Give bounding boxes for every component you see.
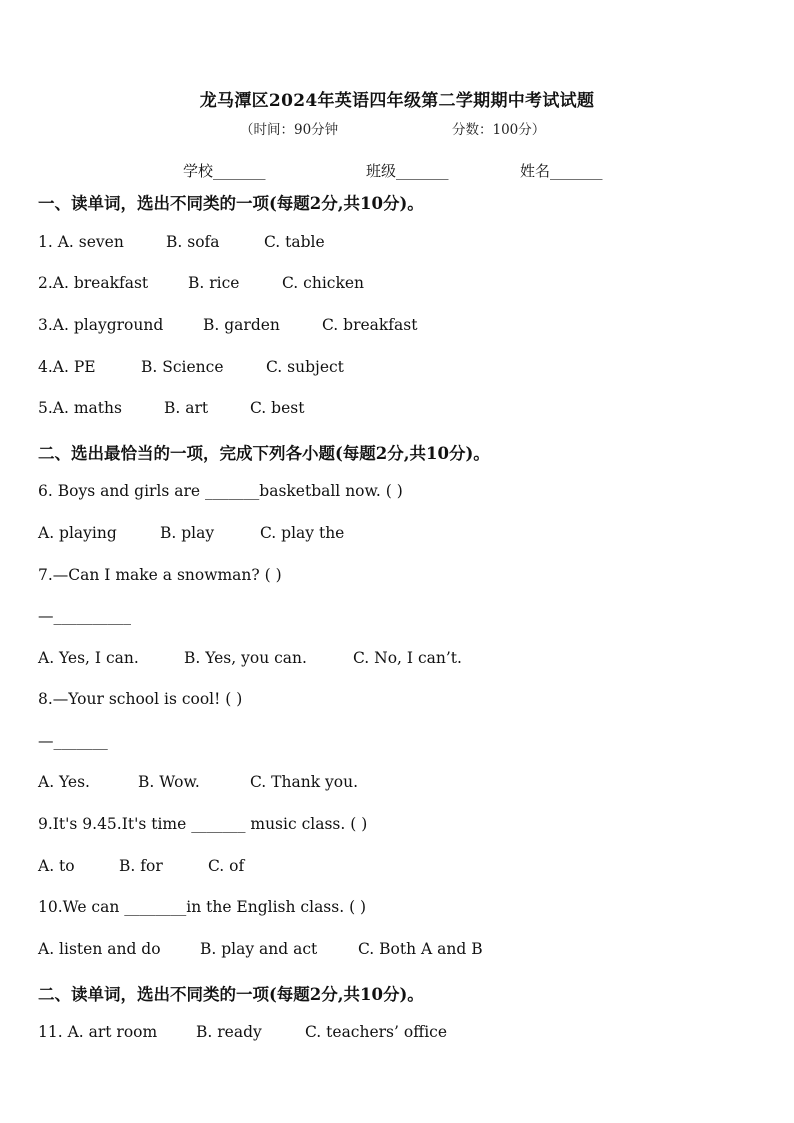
- question-6-stem: 6. Boys and girls are _______basketball now. ( ): [38, 482, 403, 500]
- question-5-option-c: C. best: [250, 399, 305, 417]
- question-7-stem: 7.—Can I make a snowman? ( ): [38, 566, 282, 584]
- class-field: 班级_______: [366, 162, 449, 180]
- question-5-option-b: B. art: [164, 399, 209, 417]
- question-9-option-b: B. for: [119, 857, 163, 875]
- question-3-option-b: B. garden: [203, 316, 280, 334]
- section-2-heading: 二、选出最恰当的一项，完成下列各小题(每题2分,共10分)。: [38, 444, 490, 463]
- question-11: [38, 1023, 448, 1041]
- question-4-option-c: C. subject: [266, 358, 344, 376]
- question-1-option-b: B. sofa: [166, 233, 220, 251]
- question-10-option-b: B. play and act: [200, 940, 318, 958]
- question-4-option-a: 4.A. PE: [38, 358, 96, 376]
- question-6-option-c: C. play the: [260, 524, 345, 542]
- question-11-option-c: C. teachers’ office: [305, 1023, 448, 1041]
- question-7-answer-line: —__________: [38, 607, 131, 625]
- exam-score: 分数：100分）: [452, 122, 546, 138]
- question-11-option-b: B. ready: [196, 1023, 262, 1041]
- question-3-option-c: C. breakfast: [322, 316, 418, 334]
- question-6-option-b: B. play: [160, 524, 215, 542]
- exam-time: （时间：90分钟: [240, 122, 339, 138]
- question-1-option-a: 1. A. seven: [38, 233, 124, 251]
- question-2-option-c: C. chicken: [282, 274, 365, 292]
- question-8-stem: 8.—Your school is cool! ( ): [38, 690, 243, 708]
- question-10-options: [38, 940, 483, 958]
- question-7-options: [38, 649, 462, 667]
- question-3-option-a: 3.A. playground: [38, 316, 164, 334]
- question-2: [38, 274, 365, 292]
- question-10-option-c: C. Both A and B: [358, 940, 483, 958]
- question-3: [38, 316, 418, 334]
- school-field: 学校_______: [183, 162, 266, 180]
- question-7-option-a: A. Yes, I can.: [38, 649, 139, 667]
- section-1-heading: 一、读单词，选出不同类的一项(每题2分,共10分)。: [38, 194, 424, 213]
- question-1-option-c: C. table: [264, 233, 325, 251]
- question-10-option-a: A. listen and do: [38, 940, 161, 958]
- name-field: 姓名_______: [520, 162, 603, 180]
- question-2-option-b: B. rice: [188, 274, 240, 292]
- question-8-option-b: B. Wow.: [138, 773, 200, 791]
- question-1: [38, 233, 325, 251]
- question-2-option-a: 2.A. breakfast: [38, 274, 149, 292]
- question-7-option-c: C. No, I can’t.: [353, 649, 462, 667]
- question-9-stem: 9.It's 9.45.It's time _______ music class. ( ): [38, 815, 368, 833]
- exam-title: 龙马潭区2024年英语四年级第二学期期中考试试题: [199, 91, 595, 111]
- question-8-option-a: A. Yes.: [38, 773, 90, 791]
- question-9-options: [38, 857, 245, 875]
- question-4-option-b: B. Science: [141, 358, 224, 376]
- question-9-option-c: C. of: [208, 857, 245, 875]
- question-10-stem: 10.We can ________in the English class. ( ): [38, 898, 367, 916]
- question-5: [38, 399, 305, 417]
- section-3-heading: 二、读单词，选出不同类的一项(每题2分,共10分)。: [38, 985, 424, 1004]
- question-4: [38, 358, 344, 376]
- question-11-option-a: 11. A. art room: [38, 1023, 158, 1041]
- question-6-options: [38, 524, 345, 542]
- question-7-option-b: B. Yes, you can.: [184, 649, 307, 667]
- question-6-option-a: A. playing: [38, 524, 117, 542]
- question-9-option-a: A. to: [38, 857, 75, 875]
- question-8-options: [38, 773, 359, 791]
- question-8-answer-line: —_______: [38, 732, 108, 750]
- question-8-option-c: C. Thank you.: [250, 773, 359, 791]
- question-5-option-a: 5.A. maths: [38, 399, 122, 417]
